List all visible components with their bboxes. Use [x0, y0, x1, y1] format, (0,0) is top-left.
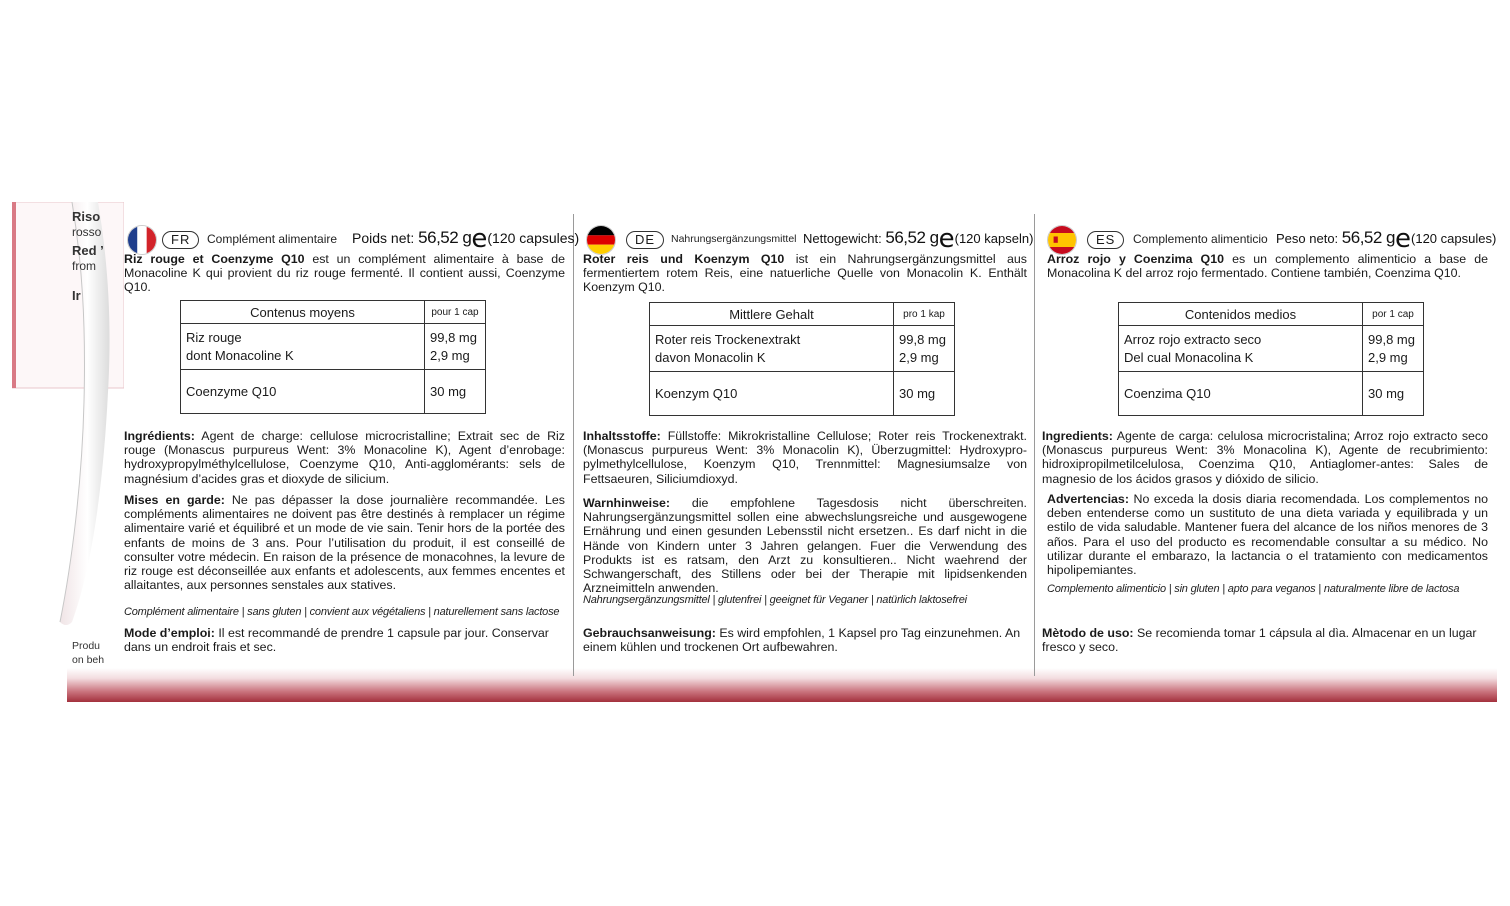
- net-weight: [352, 224, 580, 254]
- intro-paragraph: [583, 252, 1027, 295]
- table-cell-name: Coenzyme Q10: [181, 370, 425, 414]
- estimated-sign-icon: e: [1395, 224, 1412, 254]
- panel-header: [583, 218, 1034, 254]
- usage-text: Il est recommandé de prendre 1 capsule par jour. Conservar dans un endroit frais et sec.: [124, 626, 549, 655]
- usage-label: Gebrauchsanweisung:: [583, 626, 716, 640]
- peel-shadow-graphic: [12, 202, 124, 632]
- capsule-count: (120 capsules): [487, 230, 580, 246]
- warnings-text: die empfohlene Tagesdosis nicht überschreiten. Nahrungsergänzungsmittel sollen eine abwechslungsreiche und ausgewogene Ernährung und einen gesunden Lebensstil nicht ersetzen.. Es darf nicht in die Hände von Kindern unter 3 Jahren gelangen. Fuer die Verwendung des Produkts ist es ratsam, den Arzt zu konsultieren.. Nicht waehrend der Schwangerschaft, des Stillens oder bei der Therapie mit lipidsenkenden Arzneimitteln anwenden.: [583, 496, 1027, 596]
- table-cell-value: [1363, 326, 1424, 372]
- row-value-line: 2,9 mg: [430, 347, 470, 363]
- net-weight-value: 56,52 g: [418, 228, 472, 247]
- warnings-label: Warnhinweise:: [583, 496, 670, 510]
- product-type-label: Nahrungsergänzungsmittel: [671, 233, 797, 245]
- table-cell-value: 30 mg: [894, 372, 955, 416]
- net-weight: [1276, 224, 1497, 254]
- product-type-label: Complément alimentaire: [207, 232, 338, 246]
- estimated-sign-icon: e: [471, 224, 488, 254]
- row-name-line: Riz rouge: [186, 329, 242, 345]
- ingredients-text: Agent de charge: cellulose microcristalline; Extrait sec de Riz rouge (Monascus purpureus Went: 3% Monacoline K), Agent d’enrobage: hydroxypropylméthylcellulose, Coenzyme Q10, Anti-agglomérants: sels de magnésium d’acides gras et dioxyde de silicium.: [124, 429, 565, 486]
- back-text-line: on beh: [72, 654, 105, 666]
- product-type-label: Complemento alimenticio: [1133, 232, 1268, 246]
- net-weight-label: Poids net:: [352, 230, 415, 246]
- germany-flag-icon: [586, 225, 616, 255]
- row-name-line: davon Monacolin K: [655, 349, 766, 365]
- panel-header: [1042, 218, 1497, 254]
- table-unit-header: por 1 cap: [1363, 303, 1424, 326]
- ingredients-paragraph: [583, 429, 1027, 486]
- table-header: Mittlere Gehalt: [650, 303, 894, 326]
- language-code-badge: ES: [1087, 231, 1124, 249]
- table-cell-name: [1119, 326, 1363, 372]
- ingredients-text: Agente de carga: celulosa microcristalina; Arroz rojo extracto seco (Monascus purpureus Went: 3% Monacolina K), Agente de recubrimiento: hidroxipropilmetilcelulosa, Coenzima Q10, Antiaglomer-antes: Sales de magnesio de los ácidos grasos y dióxido de silicio.: [1042, 429, 1488, 486]
- usage-label: Mode d’emploi:: [124, 626, 215, 640]
- product-label: [12, 202, 1497, 702]
- row-value-line: 2,9 mg: [1368, 349, 1408, 365]
- table-cell-value: [894, 326, 955, 372]
- back-text-line: Ir: [72, 288, 81, 303]
- table-cell-name: [650, 326, 894, 372]
- warnings-paragraph: [1047, 492, 1488, 577]
- warnings-paragraph: [124, 493, 565, 592]
- capsule-count: (120 kapseln): [954, 231, 1034, 246]
- table-cell-value: 30 mg: [1363, 372, 1424, 416]
- usage-paragraph: [124, 626, 565, 654]
- back-text-line: Red ’: [72, 243, 104, 258]
- intro-text: est un complément alimentaire à base de Monacoline K qui provient du riz rouge fermenté. Il contient aussi, Coenzyme Q10.: [124, 252, 566, 295]
- nutrition-table: [180, 300, 486, 414]
- product-name: Riz rouge et Coenzyme Q10: [124, 252, 305, 266]
- row-value-line: 2,9 mg: [899, 349, 939, 365]
- usage-label: Mètodo de uso:: [1042, 626, 1134, 640]
- usage-text: Es wird empfohlen, 1 Kapsel pro Tag einzunehmen. An einem kühlen und trockenen Ort aufbewahren.: [583, 626, 1021, 655]
- back-text-line: Riso: [72, 209, 101, 224]
- usage-paragraph: [583, 626, 1027, 654]
- capsule-count: (120 capsules): [1411, 231, 1497, 246]
- net-weight-value: 56,52 g: [885, 228, 939, 247]
- warnings-label: Mises en garde:: [124, 493, 225, 507]
- ingredients-paragraph: [124, 429, 565, 486]
- table-header: Contenus moyens: [181, 301, 425, 324]
- usage-paragraph: [1042, 626, 1488, 654]
- row-value-line: 99,8 mg: [430, 329, 477, 345]
- product-tags: Nahrungsergänzungsmittel | glutenfrei | geeignet für Veganer | natürlich laktosefrei: [583, 594, 967, 606]
- table-unit-header: pour 1 cap: [425, 301, 486, 324]
- ingredients-label: Inhaltsstoffe:: [583, 429, 661, 443]
- intro-paragraph: [124, 252, 565, 295]
- warnings-text: Ne pas dépasser la dose journalière recommandée. Les compléments alimentaires ne doivent pas être destinés à remplacer un régime alimentaire varié et équilibré et un mode de vie sain. Tenir hors de la portée des enfants de moins de 3 ans. Pour l’utilisation du produit, il est conseillé de consulter votre médecin. En raison de la présence de monacohnes, la levure de riz rouge est déconseillée aux enfants et adolescents, aux femmes encentes et allaitantes, aux personnes senstales aux statives.: [124, 493, 565, 593]
- table-cell-name: Koenzym Q10: [650, 372, 894, 416]
- ingredients-label: Ingredients:: [1042, 429, 1113, 443]
- panel-es: [1042, 210, 1497, 674]
- intro-text: ist ein Nahrungsergänzungsmittel aus fermentiertem rotem Reis, eine natuerliche Quelle von Monacolin K. Enthält Koenzym Q10.: [583, 252, 1027, 295]
- net-weight-value: 56,52 g: [1341, 228, 1396, 247]
- product-name: Arroz rojo y Coenzima Q10: [1047, 252, 1224, 266]
- nutrition-table: [649, 302, 955, 416]
- row-name-line: Roter reis Trockenextrakt: [655, 331, 801, 347]
- estimated-sign-icon: e: [938, 224, 955, 254]
- product-tags: Complément alimentaire | sans gluten | convient aux végétaliens | naturellement sans lactose: [124, 606, 560, 618]
- usage-text: Se recomienda tomar 1 cápsula al dìa. Almacenar en un lugar fresco y seco.: [1042, 626, 1477, 655]
- warnings-paragraph: [583, 496, 1027, 595]
- table-cell-name: Coenzima Q10: [1119, 372, 1363, 416]
- ingredients-label: Ingrédients:: [124, 429, 195, 443]
- spain-flag-icon: [1047, 225, 1077, 255]
- net-weight-label: Nettogewicht:: [803, 231, 882, 246]
- panel-de: [583, 210, 1034, 674]
- row-value-line: 99,8 mg: [1368, 331, 1415, 347]
- language-code-badge: FR: [162, 231, 199, 249]
- table-header: Contenidos medios: [1119, 303, 1363, 326]
- panel-header: [124, 218, 580, 254]
- warnings-label: Advertencias:: [1047, 492, 1129, 506]
- row-value-line: 99,8 mg: [899, 331, 946, 347]
- row-name-line: Arroz rojo extracto seco: [1124, 331, 1262, 347]
- table-cell-value: [425, 324, 486, 370]
- panel-separator: [1034, 214, 1035, 676]
- panel-fr: [124, 210, 580, 674]
- net-weight: [803, 224, 1034, 254]
- row-name-line: dont Monacoline K: [186, 347, 294, 363]
- nutrition-table: [1118, 302, 1424, 416]
- back-text-line: rosso: [72, 225, 102, 239]
- warnings-text: No exceda la dosis diaria recomendada. Los complementos no deben entenderse como un sustituto de una dieta variada y equilibrada y un estilo de vida saludable. Mantener fuera del alcance de los niños menores de 3 años. Para el uso del producto es recomendable consultar a su médico. No utilizar durante el embarazo, la lactancia o el tratamiento con medicamentos hipolipemiantes.: [1047, 492, 1488, 578]
- back-text-line: Produ: [72, 640, 101, 652]
- ingredients-text: Füllstoffe: Mikrokristalline Cellulose; Roter reis Trockenextrakt. (Monascus purpureus Went: 3% Monacolin K), Überzugmittel: Hydroxypro-pylmethylcellulose, Koenzym Q10, Trennmittel: Magnesiumsalze von Fettsaeuren, Siliciumdioxyd.: [583, 429, 1027, 486]
- label-peel-flap: [12, 202, 124, 666]
- intro-text: es un complemento alimenticio a base de Monacolina K del arroz rojo fermentado. Contiene también, Coenzima Q10.: [1047, 252, 1488, 281]
- ingredients-paragraph: [1042, 429, 1488, 486]
- language-code-badge: DE: [626, 231, 664, 249]
- france-flag-icon: [127, 225, 157, 255]
- product-tags: Complemento alimenticio | sin gluten | apto para veganos | naturalmente libre de lactosa: [1047, 583, 1460, 595]
- back-text-line: from: [72, 259, 96, 273]
- table-unit-header: pro 1 kap: [894, 303, 955, 326]
- product-name: Roter reis und Koenzym Q10: [583, 252, 785, 266]
- intro-paragraph: [1047, 252, 1488, 280]
- table-cell-name: [181, 324, 425, 370]
- table-cell-value: 30 mg: [425, 370, 486, 414]
- row-name-line: Del cual Monacolina K: [1124, 349, 1254, 365]
- panel-separator: [573, 214, 574, 676]
- net-weight-label: Peso neto:: [1276, 231, 1339, 246]
